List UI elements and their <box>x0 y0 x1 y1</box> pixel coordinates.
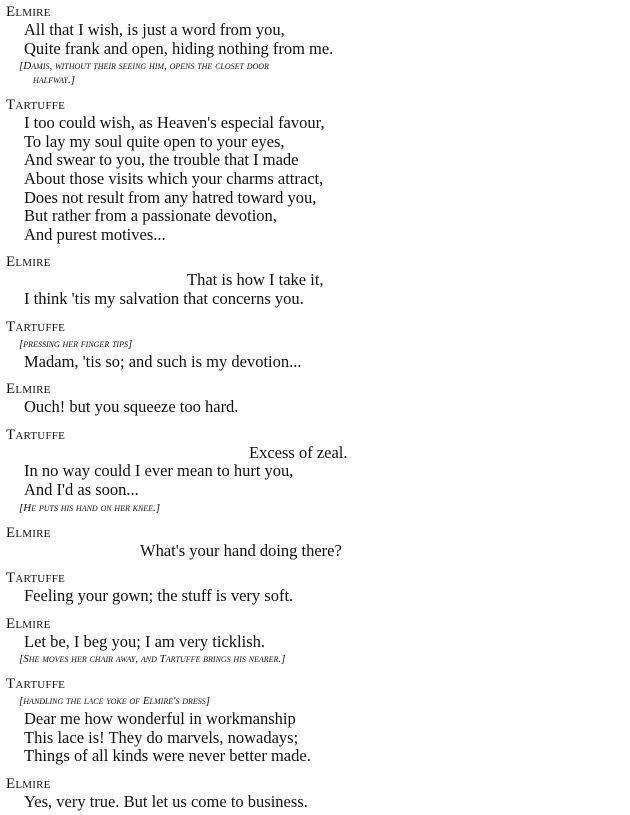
speech-tartuffe <box>6 570 630 606</box>
speech-tartuffe <box>6 676 630 766</box>
stage-bracket-open: [ <box>19 337 24 350</box>
speech-tartuffe <box>6 427 630 515</box>
stage-direction <box>6 694 630 708</box>
stage-bracket-open: [ <box>19 653 24 666</box>
verse-line: Quite frank and open, hiding nothing from me. <box>24 38 334 58</box>
verse-line: And purest motives... <box>24 224 166 244</box>
speaker-name: Elmire <box>6 381 51 398</box>
verse-line: Let be, I beg you; I am very ticklish. <box>24 631 266 651</box>
speaker-name: Tartuffe <box>6 97 66 114</box>
stage-bracket-close: ] <box>281 653 286 666</box>
stage-bracket-open: [ <box>19 60 24 73</box>
speech-elmire <box>6 776 630 812</box>
verse-line: To lay my soul quite open to your eyes, <box>24 131 285 151</box>
speech-elmire <box>6 616 630 667</box>
stage-bracket-open: [ <box>19 501 24 514</box>
speech-tartuffe <box>6 97 630 244</box>
verse-line: Madam, 'tis so; and such is my devotion... <box>24 351 302 371</box>
stage-direction-text: handling the lace yoke of Elmire's dress <box>23 695 206 708</box>
stage-direction-text: Damis, without their seeing him, opens the closet door <box>23 60 269 73</box>
speech-elmire <box>6 525 630 561</box>
stage-bracket-close: ] <box>205 695 211 708</box>
verse-line: Things of all kinds were never better made. <box>24 746 311 766</box>
stage-bracket-close: ] <box>127 337 133 350</box>
verse-line: And I'd as soon... <box>24 479 139 499</box>
speech-elmire <box>6 254 630 308</box>
speaker-name: Tartuffe <box>6 426 66 443</box>
stage-direction <box>6 337 630 351</box>
speaker-name: Elmire <box>6 615 51 632</box>
stage-bracket-close: ] <box>155 501 161 514</box>
stage-direction <box>6 652 630 666</box>
verse-line: All that I wish, is just a word from you, <box>24 20 285 39</box>
verse-line: Yes, very true. But let us come to business. <box>24 792 308 812</box>
speaker-name: Elmire <box>6 4 51 20</box>
speaker-name: Tartuffe <box>6 676 66 693</box>
verse-line: And swear to you, the trouble that I made <box>24 150 299 170</box>
speaker-name: Elmire <box>6 776 51 793</box>
verse-line: Feeling your gown; the stuff is very soft. <box>24 586 294 606</box>
stage-direction-text-2: halfway. <box>33 74 71 87</box>
verse-line-continuation: What's your hand doing there? <box>140 540 342 560</box>
verse-line-continuation: That is how I take it, <box>187 270 324 290</box>
verse-line: In no way could I ever mean to hurt you, <box>24 461 294 481</box>
verse-line: But rather from a passionate devotion, <box>24 206 277 226</box>
speaker-name: Tartuffe <box>6 570 66 587</box>
verse-line: I too could wish, as Heaven's especial favour, <box>24 113 325 133</box>
stage-direction-text: pressing her finger tips <box>23 337 128 350</box>
stage-direction-text: He puts his hand on her knee. <box>23 501 156 514</box>
speech-elmire <box>6 381 630 417</box>
verse-line: This lace is! They do marvels, nowadays; <box>24 727 299 747</box>
stage-direction-wrap <box>19 73 630 87</box>
verse-line: Dear me how wonderful in workmanship <box>24 709 296 729</box>
speaker-name: Elmire <box>6 254 51 271</box>
speech-elmire <box>6 4 630 87</box>
verse-line: Does not result from any hatred toward you, <box>24 187 317 207</box>
speaker-name: Elmire <box>6 524 51 541</box>
stage-direction-text: She moves her chair away, and Tartuffe brings his nearer. <box>23 653 282 666</box>
speaker-name: Tartuffe <box>6 318 66 335</box>
speech-tartuffe <box>6 319 630 372</box>
stage-direction <box>6 501 630 515</box>
verse-line: About those visits which your charms attract, <box>24 168 324 188</box>
stage-direction <box>6 59 630 87</box>
stage-bracket-close: ] <box>70 74 76 87</box>
verse-line-continuation: Excess of zeal. <box>249 442 348 462</box>
verse-line: I think 'tis my salvation that concerns you. <box>24 288 304 308</box>
stage-bracket-open: [ <box>19 695 24 708</box>
verse-line: Ouch! but you squeeze too hard. <box>24 397 239 417</box>
